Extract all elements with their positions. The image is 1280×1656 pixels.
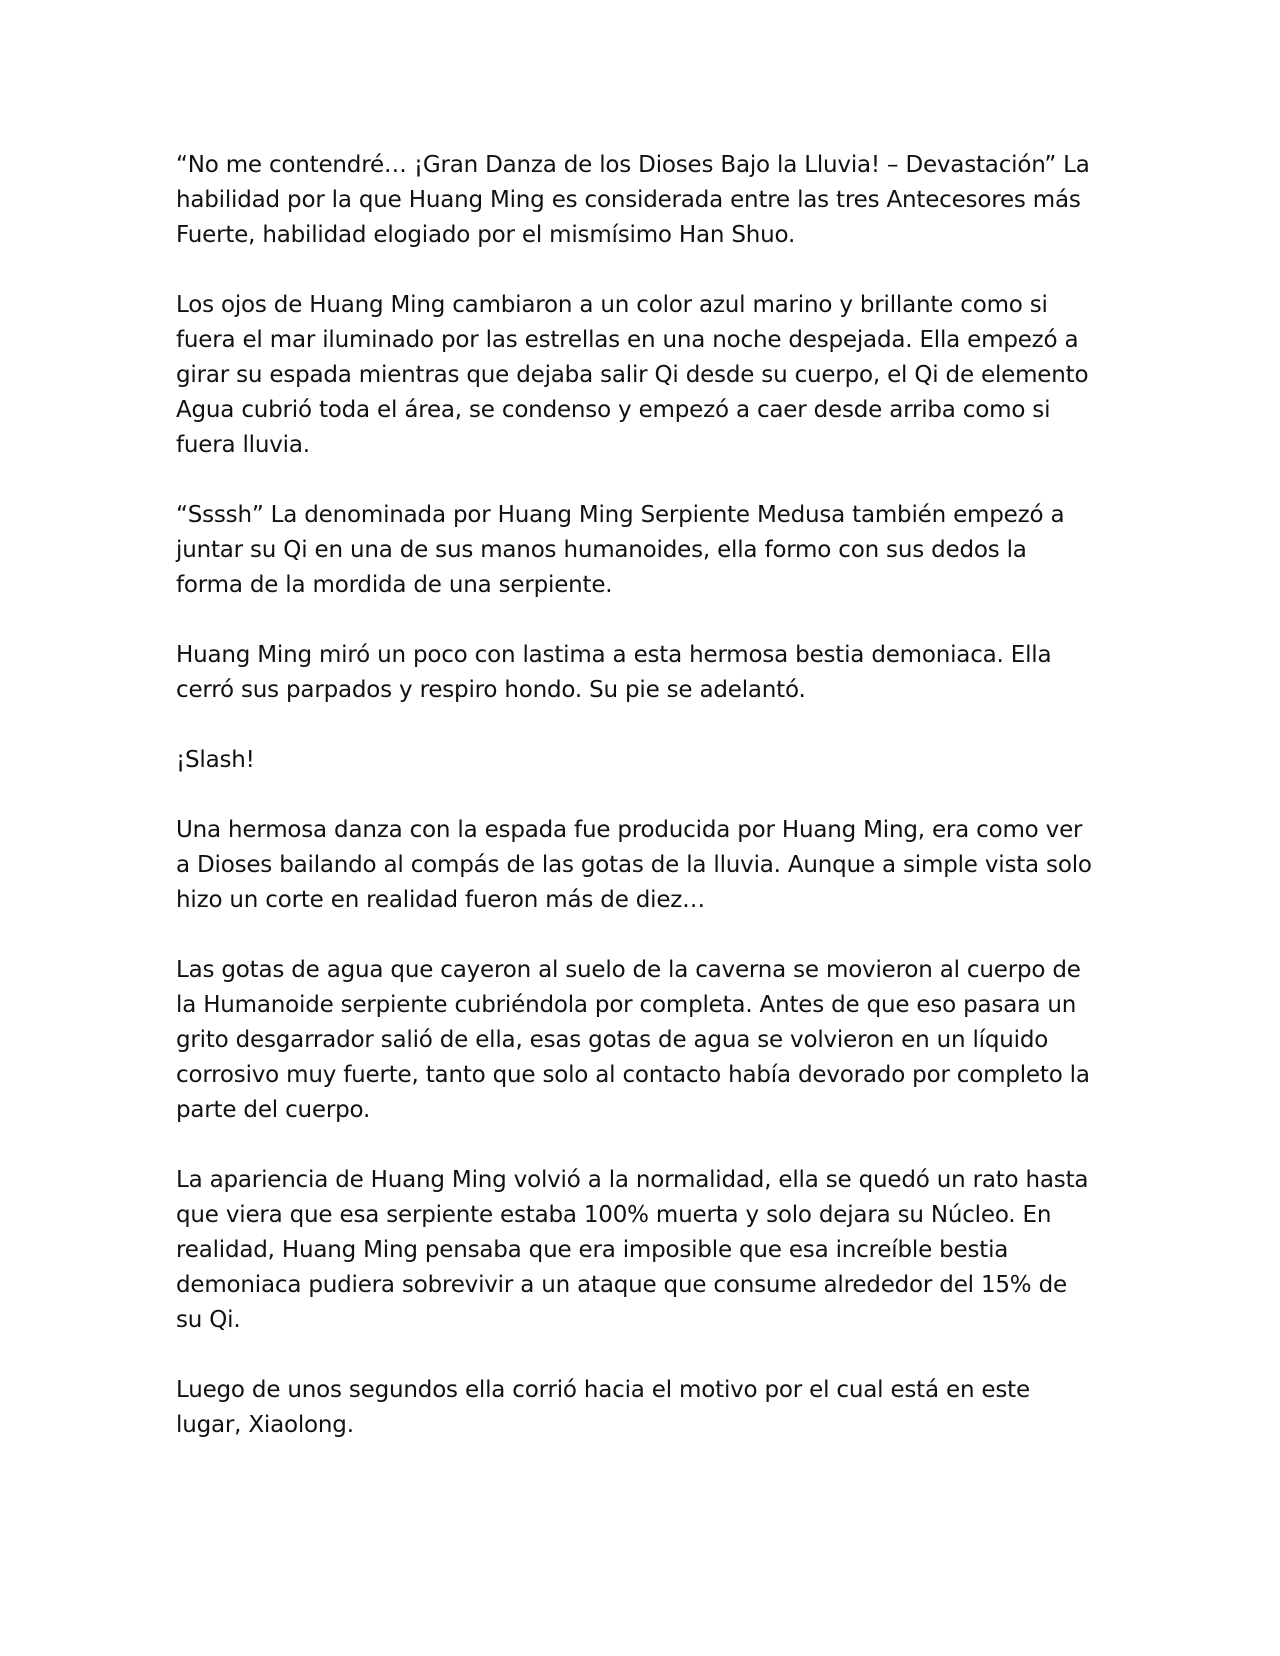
document-body: [176, 148, 1096, 1443]
paragraph-4: Huang Ming miró un poco con lastima a esta hermosa bestia demoniaca. Ella cerró sus parpados y respiro hondo. Su pie se adelantó.: [176, 642, 1052, 703]
paragraph-3: “Ssssh” La denominada por Huang Ming Serpiente Medusa también empezó a juntar su Qi en una de sus manos humanoides, ella formo con sus dedos la forma de la mordida de una serpiente.: [176, 502, 1065, 598]
paragraph-8: La apariencia de Huang Ming volvió a la normalidad, ella se quedó un rato hasta que viera que esa serpiente estaba 100% muerta y solo dejara su Núcleo. En realidad, Huang Ming pensaba que era imposible que esa increíble bestia demoniaca pudiera sobrevivir a un ataque que consume alrededor del 15% de su Qi.: [176, 1167, 1089, 1333]
paragraph-7: Las gotas de agua que cayeron al suelo de la caverna se movieron al cuerpo de la Humanoide serpiente cubriéndola por completa. Antes de que eso pasara un grito desgarrador salió de ella, esas gotas de agua se volvieron en un líquido corrosivo muy fuerte, tanto que solo al contacto había devorado por completo la parte del cuerpo.: [176, 957, 1090, 1123]
paragraph-6: Una hermosa danza con la espada fue producida por Huang Ming, era como ver a Dioses bailando al compás de las gotas de la lluvia. Aunque a simple vista solo hizo un corte en realidad fueron más de diez…: [176, 817, 1092, 913]
paragraph-1: “No me contendré… ¡Gran Danza de los Dioses Bajo la Lluvia! – Devastación” La habilidad por la que Huang Ming es considerada entre las tres Antecesores más Fuerte, habilidad elogiado por el mismísimo Han Shuo.: [176, 152, 1090, 248]
paragraph-2: Los ojos de Huang Ming cambiaron a un color azul marino y brillante como si fuera el mar iluminado por las estrellas en una noche despejada. Ella empezó a girar su espada mientras que dejaba salir Qi desde su cuerpo, el Qi de elemento Agua cubrió toda el área, se condenso y empezó a caer desde arriba como si fuera lluvia.: [176, 292, 1089, 458]
paragraph-9: Luego de unos segundos ella corrió hacia el motivo por el cual está en este lugar, Xiaolong.: [176, 1377, 1030, 1438]
paragraph-5: ¡Slash!: [176, 747, 255, 773]
